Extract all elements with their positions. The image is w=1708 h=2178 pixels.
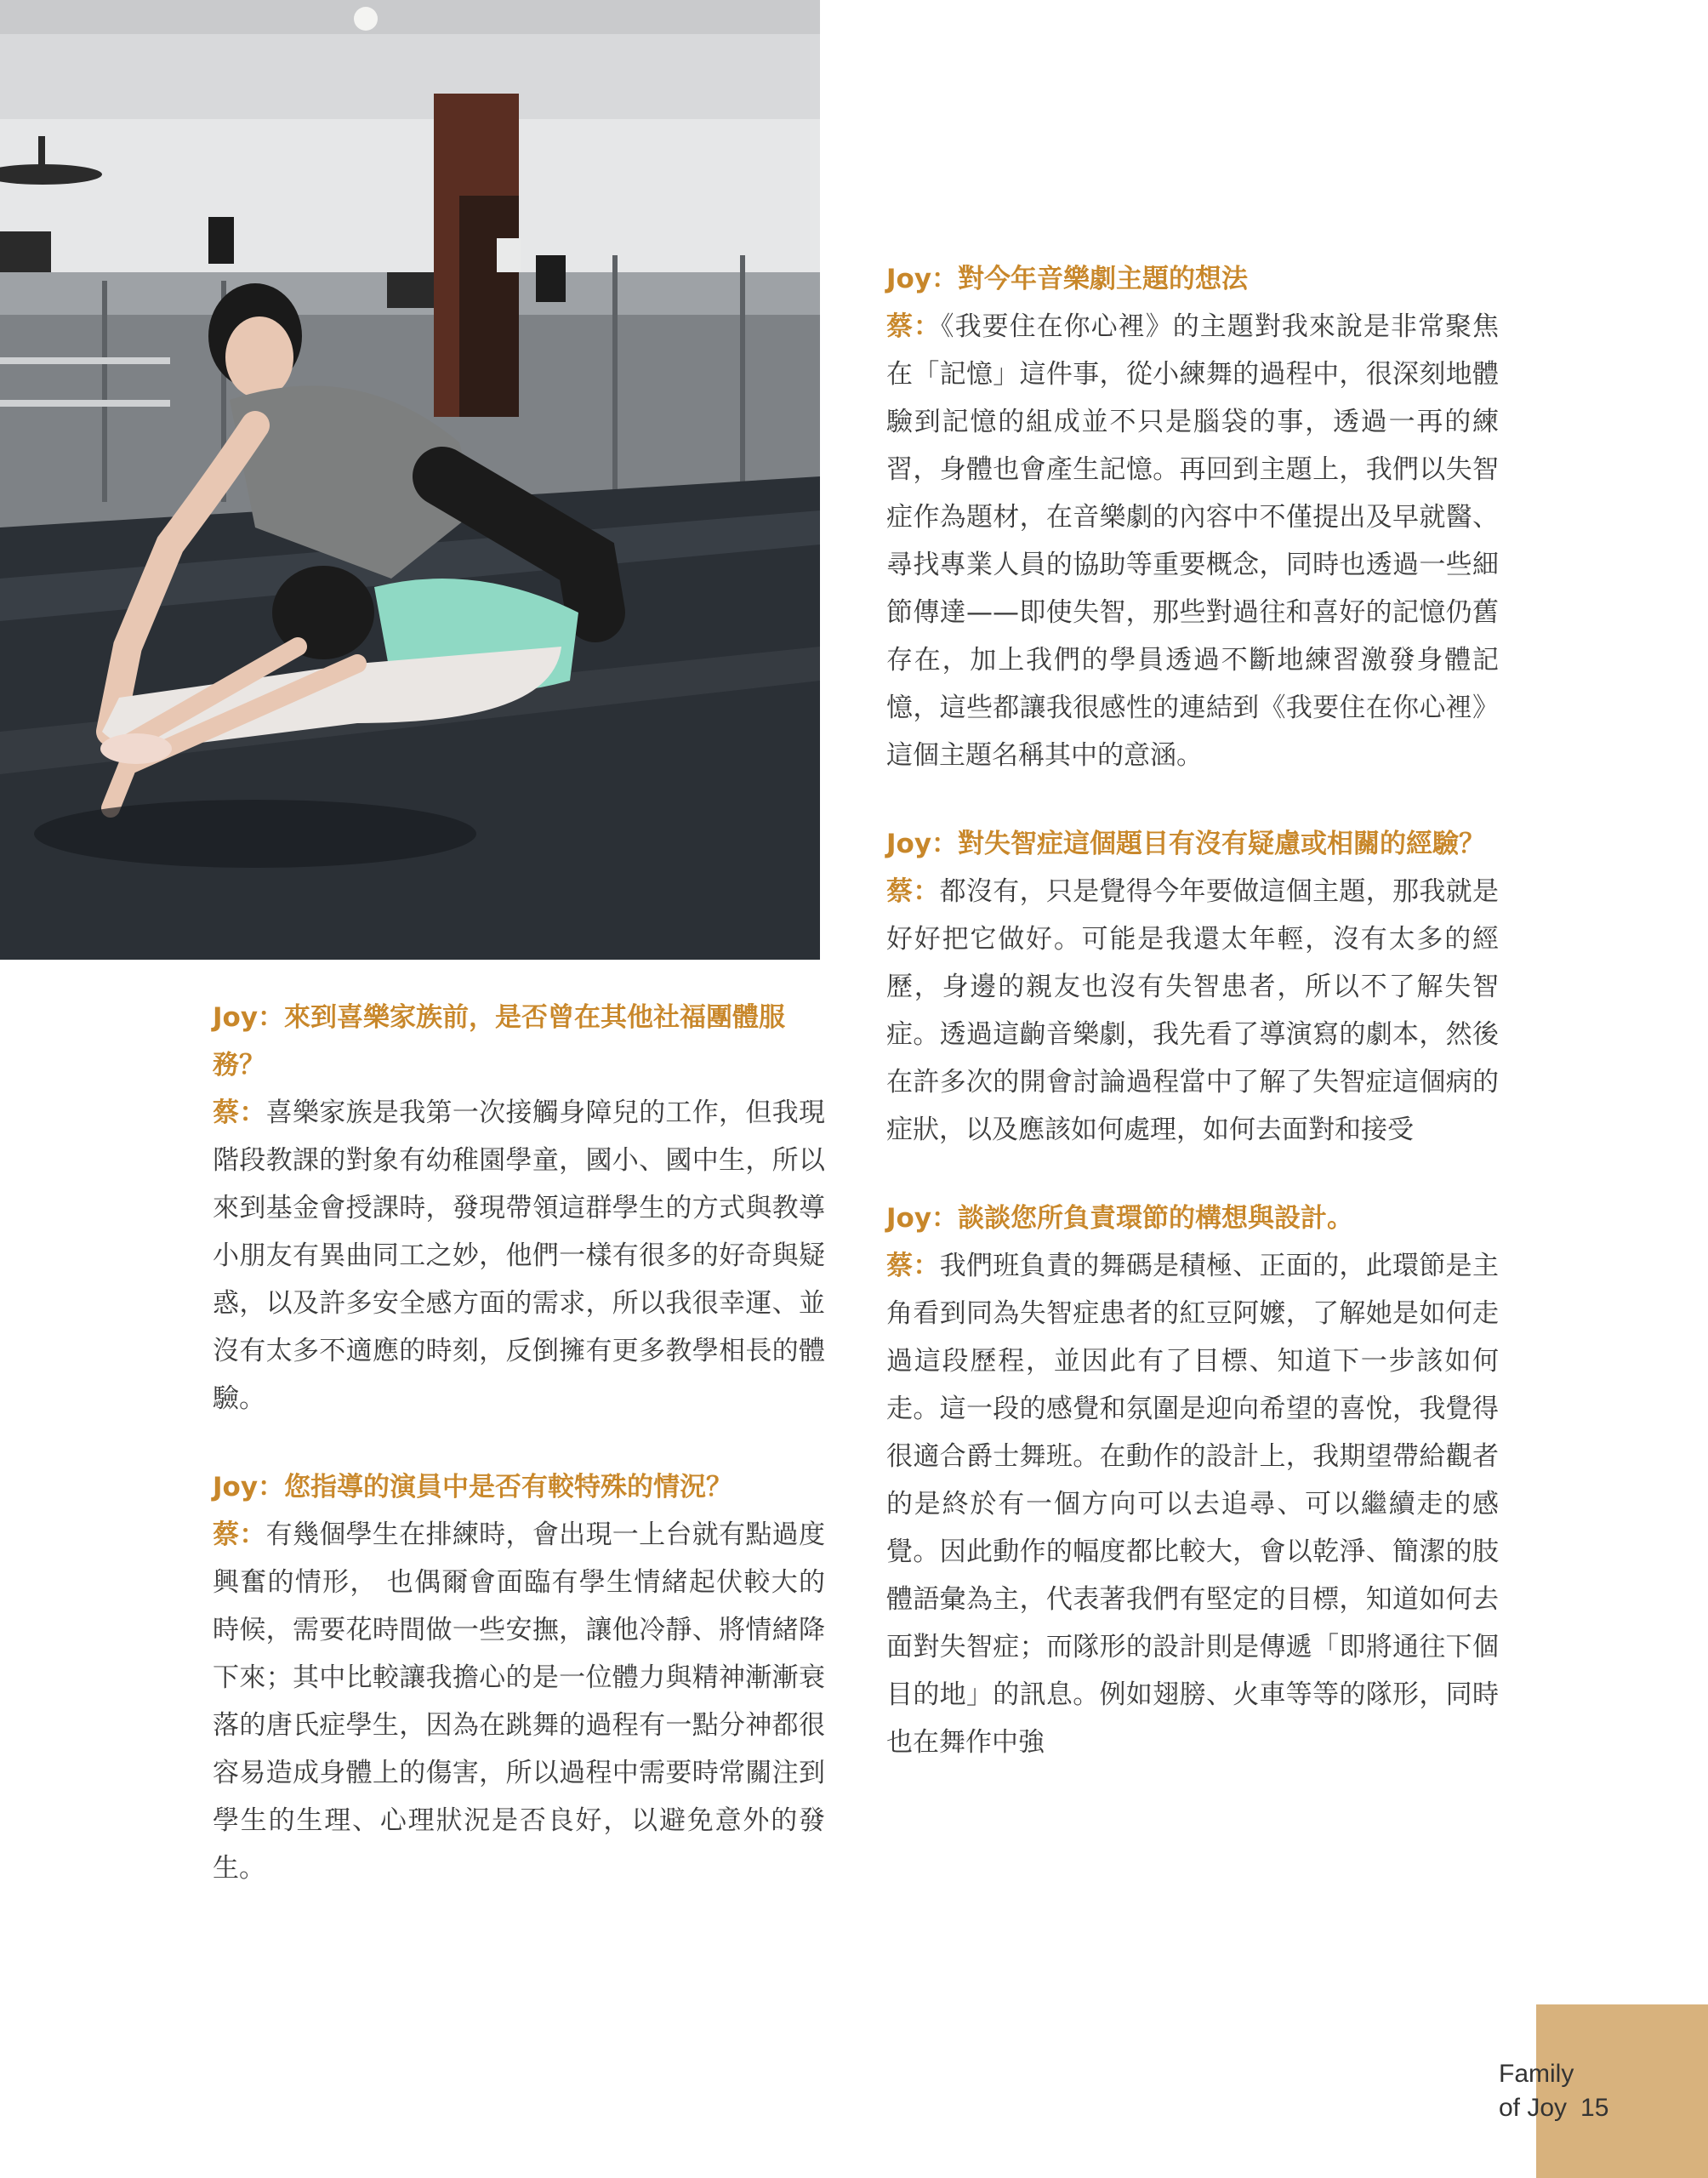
qa-block-design-concept (886, 1194, 1499, 1766)
answer-text (213, 1511, 825, 1892)
speaker-label: 蔡： (886, 876, 940, 907)
dance-studio-photo (0, 0, 820, 960)
left-column (213, 994, 825, 1933)
answer-text (886, 303, 1499, 779)
speaker-label: 蔡： (213, 1519, 266, 1550)
answer-text (213, 1089, 825, 1423)
answer-body: 我們班負責的舞碼是積極、正面的，此環節是主角看到同為失智症患者的紅豆阿嬤，了解她是如何走過這段歷程，並因此有了目標、知道下一步該如何走。這一段的感覺和氛圍是迎向希望的喜悅，我覺得很適合爵士舞班。在動作的設計上，我期望帶給觀者的是終於有一個方向可以去追尋、可以繼續走的感覺。因此動作的幅度都比較大，會以乾淨、簡潔的肢體語彙為主，代表著我們有堅定的目標，知道如何去面對失智症；而隊形的設計則是傳遞「即將通往下個目的地」的訊息。例如翅膀、火車等等的隊形，同時也在舞作中強 (886, 1251, 1500, 1758)
page-number: 15 (1580, 2094, 1609, 2122)
qa-block-special-cases (213, 1463, 825, 1892)
answer-text (886, 868, 1499, 1154)
answer-body: 有幾個學生在排練時，會出現一上台就有點過度興奮的情形， 也偶爾會面臨有學生情緒起伏較大的時候，需要花時間做一些安撫，讓他冷靜、將情緒降下來；其中比較讓我擔心的是一位體力與精神漸漸衰落的唐氏症學生，因為在跳舞的過程有一點分神都很容易造成身體上的傷害，所以過程中需要時常關注到學生的生理、心理狀況是否良好，以避免意外的發生。 (213, 1519, 826, 1884)
footer-brand-text: of Joy (1499, 2094, 1568, 2122)
footer-brand-line2 (1499, 2091, 1608, 2125)
qa-block-musical-theme (886, 255, 1499, 779)
question-heading: Joy：對今年音樂劇主題的想法 (886, 264, 1249, 294)
question-heading: Joy：對失智症這個題目有沒有疑慮或相關的經驗？ (886, 829, 1486, 859)
question-heading: Joy：您指導的演員中是否有較特殊的情況？ (213, 1472, 733, 1502)
answer-body: 喜樂家族是我第一次接觸身障兒的工作，但我現階段教課的對象有幼稚園學童，國小、國中生，所以來到基金會授課時，發現帶領這群學生的方式與教導小朋友有異曲同工之妙，他們一樣有很多的好奇與疑惑，以及許多安全感方面的需求，所以我很幸運、並沒有太多不適應的時刻，反倒擁有更多教學相長的體驗。 (213, 1098, 826, 1414)
right-column (886, 255, 1499, 1807)
speaker-label: 蔡： (213, 1098, 266, 1128)
answer-text (886, 1242, 1499, 1766)
speaker-label: 蔡： (886, 311, 942, 342)
page-footer (1499, 2057, 1608, 2125)
speaker-label: 蔡： (886, 1251, 940, 1281)
question-heading: Joy：來到喜樂家族前，是否曾在其他社福團體服務？ (213, 1002, 786, 1080)
qa-block-dementia-topic (886, 820, 1499, 1154)
footer-brand-line1: Family (1499, 2060, 1574, 2088)
answer-body: 都沒有，只是覺得今年要做這個主題，那我就是好好把它做好。可能是我還太年輕，沒有太多的經歷，身邊的親友也沒有失智患者，所以不了解失智症。透過這齣音樂劇，我先看了導演寫的劇本，然後在許多次的開會討論過程當中了解了失智症這個病的症狀，以及應該如何處理，如何去面對和接受 (886, 876, 1500, 1145)
question-heading: Joy：談談您所負責環節的構想與設計。 (886, 1203, 1354, 1234)
answer-body: 《我要住在你心裡》的主題對我來說是非常聚焦在「記憶」這件事，從小練舞的過程中，很深刻地體驗到記憶的組成並不只是腦袋的事，透過一再的練習，身體也會產生記憶。再回到主題上，我們以失智症作為題材，在音樂劇的內容中不僅提出及早就醫、尋找專業人員的協助等重要概念，同時也透過一些細節傳達——即使失智，那些對過往和喜好的記憶仍舊存在，加上我們的學員透過不斷地練習激發身體記憶，這些都讓我很感性的連結到《我要住在你心裡》這個主題名稱其中的意涵。 (886, 311, 1499, 771)
qa-block-previous-service (213, 994, 825, 1423)
